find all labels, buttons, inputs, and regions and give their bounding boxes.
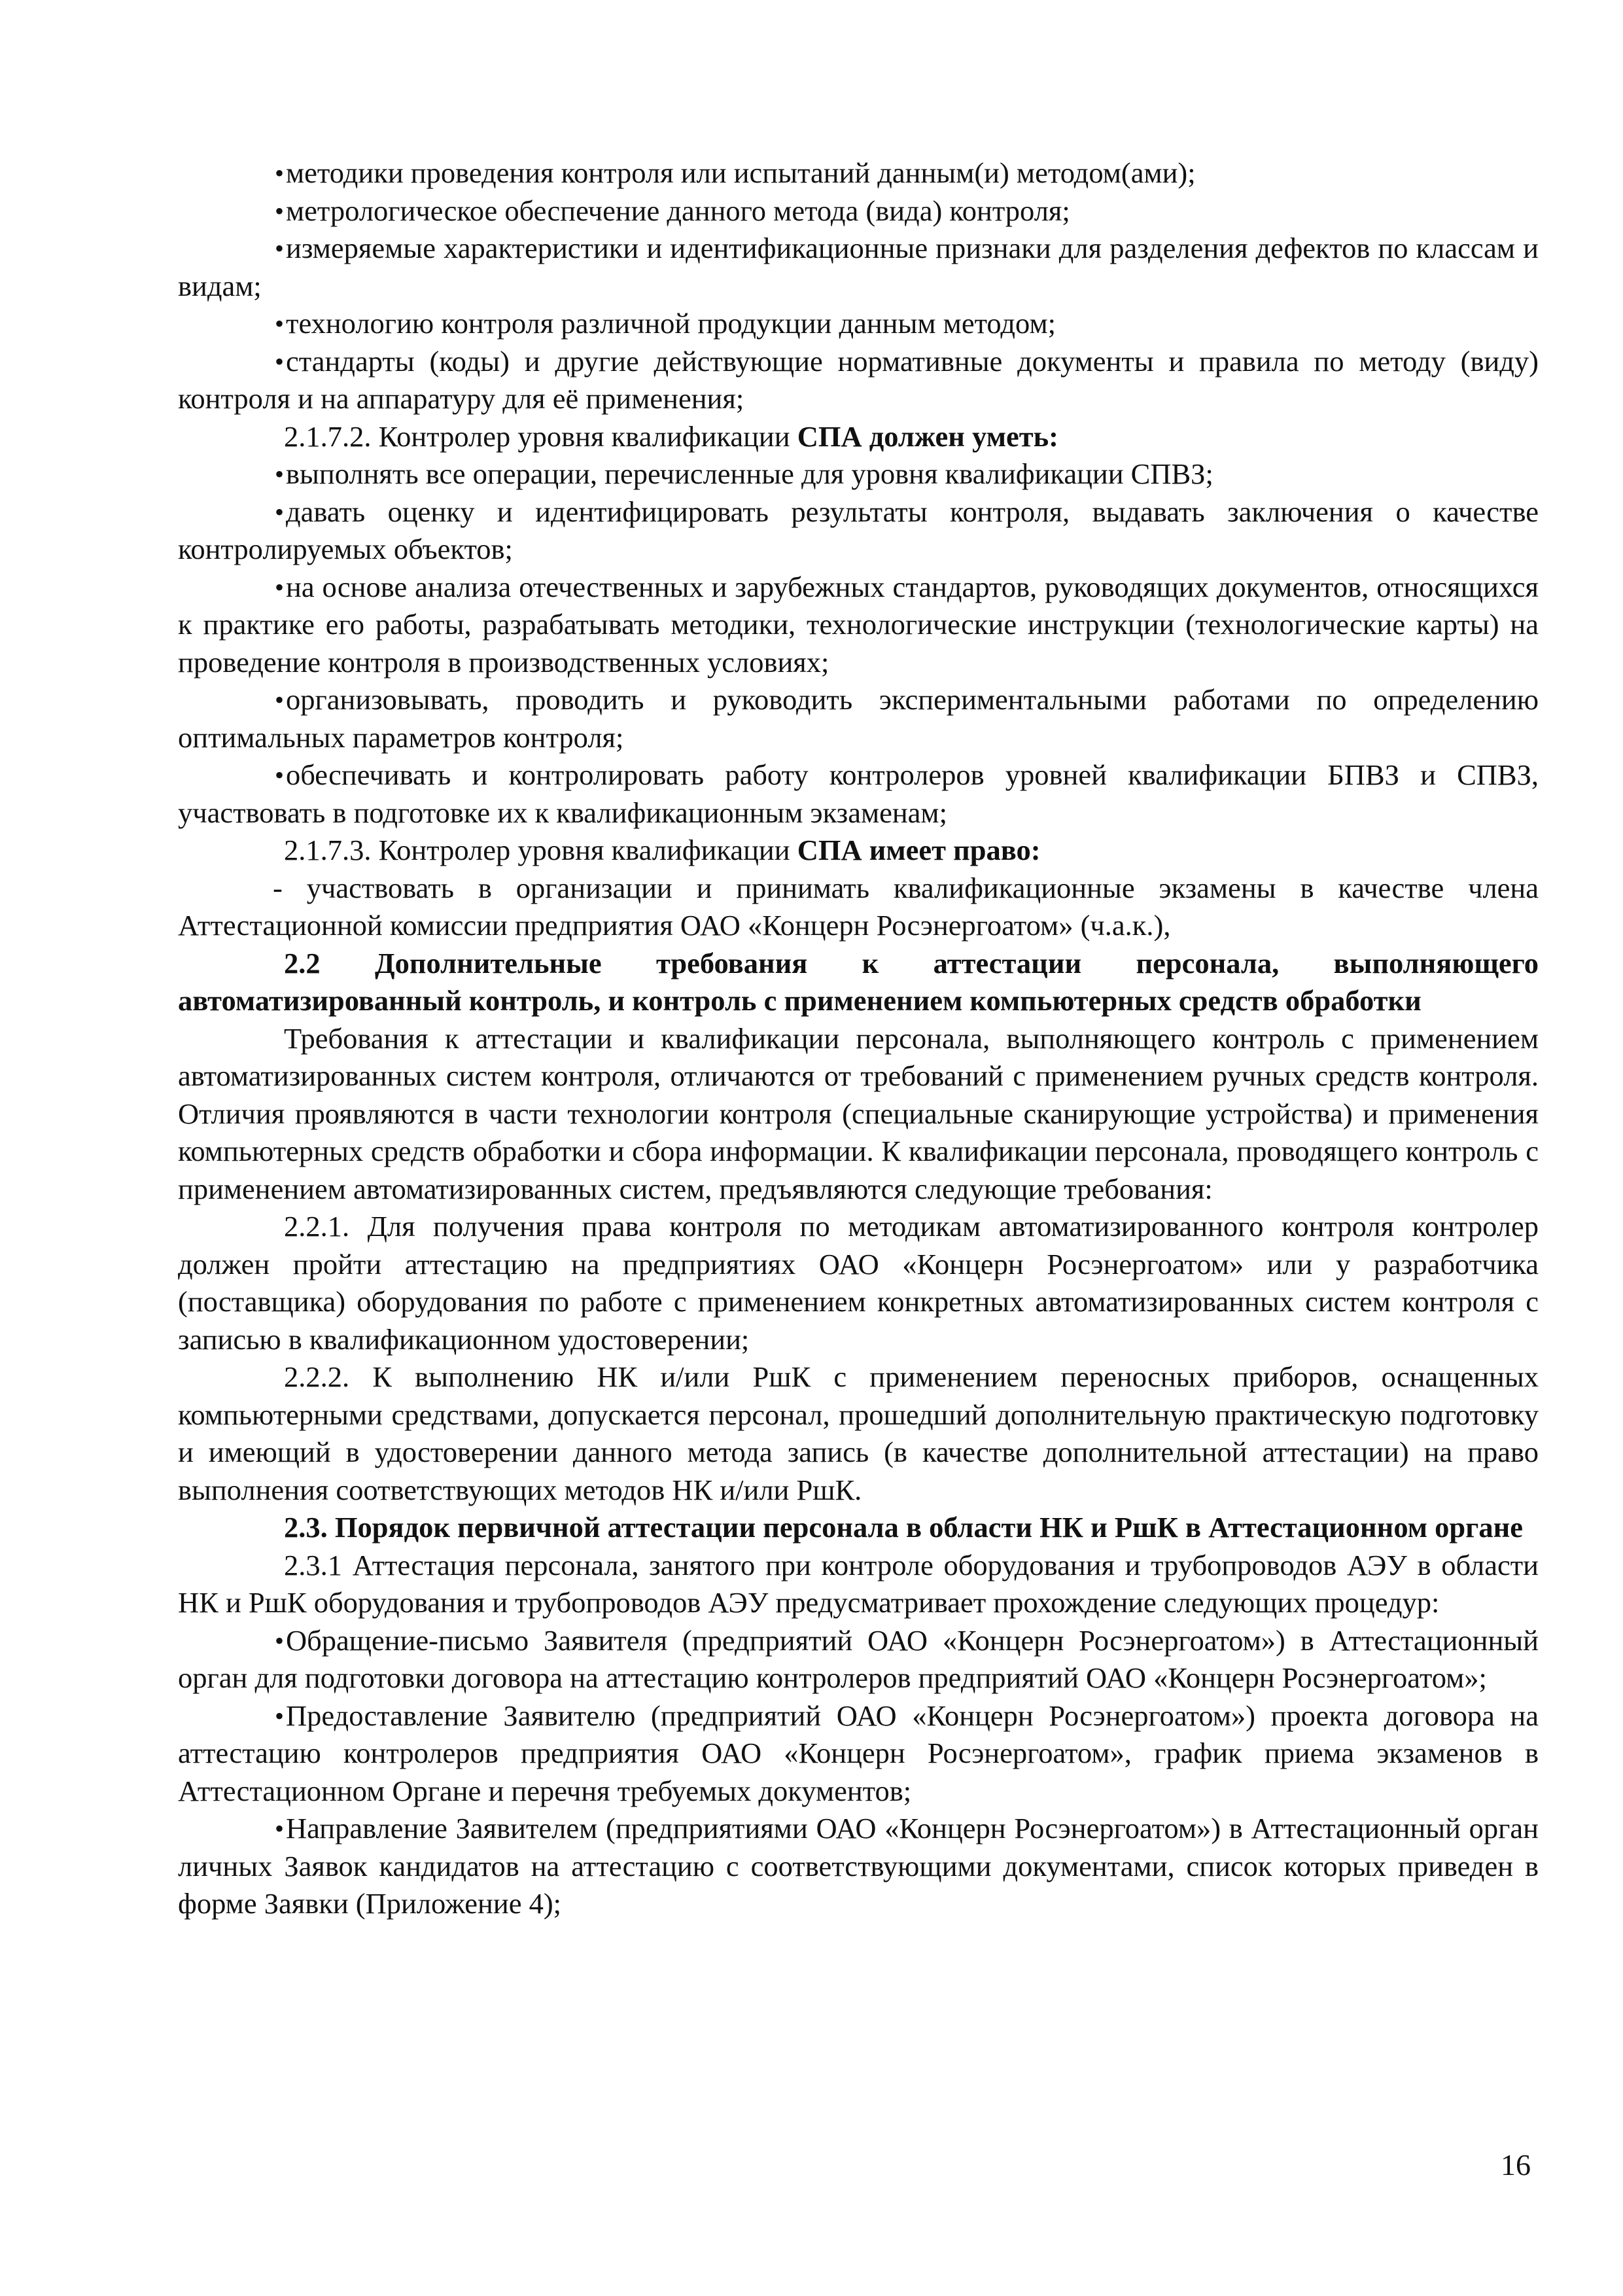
dash-item: - участвовать в организации и принимать квалификационные экзамены в качестве члена Аттестационной комиссии предприятия ОАО «Концерн Росэнергоатом» (ч.а.к.), <box>178 871 1539 942</box>
clause-2-1-7-3 <box>178 832 1539 870</box>
clause-2-3-1: 2.3.1 Аттестация персонала, занятого при контроле оборудования и трубопроводов АЭУ в области НК и РшК оборудования и трубопроводов АЭУ предусматривает прохождение следующих процедур: <box>178 1548 1539 1619</box>
clause-2-2-1: 2.2.1. Для получения права контроля по методикам автоматизированного контроля контролер должен пройти аттестацию на предприятиях ОАО «Концерн Росэнергоатом» или у разработчика (поставщика) оборудования по работе с применением конкретных автоматизированных систем контроля с записью в квалификационном удостоверении; <box>178 1210 1539 1356</box>
bullet-item: • технологию контроля различной продукции данным методом; <box>178 305 1539 343</box>
bullet-item: • измеряемые характеристики и идентификационные признаки для разделения дефектов по классам и видам; <box>178 230 1539 305</box>
section-heading-2-3: 2.3. Порядок первичной аттестации персонала в области НК и РшК в Аттестационном органе <box>284 1511 1524 1544</box>
bullet-item: • метрологическое обеспечение данного метода (вида) контроля; <box>178 192 1539 230</box>
clause-bold-text: СПА должен уметь <box>797 419 1049 453</box>
page-number: 16 <box>1501 2148 1531 2181</box>
clause-text: 2.1.7.2. Контролер уровня квалификации <box>284 419 797 453</box>
bullet-item: • давать оценку и идентифицировать результаты контроля, выдавать заключения о качестве контролируемых объектов; <box>178 493 1539 569</box>
clause-2-2-2: 2.2.2. К выполнению НК и/или РшК с применением переносных приборов, оснащенных компьютерными средствами, допускается персонал, прошедший дополнительную практическую подготовку и имеющий в удостоверении данного метода запись (в качестве дополнительной аттестации) на право выполнения соответствующих методов НК и/или РшК. <box>178 1360 1539 1506</box>
bullet-item: • стандарты (коды) и другие действующие нормативные документы и правила по методу (виду) контроля и на аппаратуру для её применения; <box>178 343 1539 418</box>
bullet-item: • на основе анализа отечественных и зарубежных стандартов, руководящих документов, относящихся к практике его работы, разрабатывать методики, технологические инструкции (технологические карты) на проведение контроля в производственных условиях; <box>178 569 1539 682</box>
bullet-item: • Направление Заявителем (предприятиями ОАО «Концерн Росэнергоатом») в Аттестационный орган личных Заявок кандидатов на аттестацию с соответствующими документами, список которых приведен в форме Заявки (Приложение 4); <box>178 1810 1539 1923</box>
clause-bold-text: СПА имеет право: <box>797 834 1041 866</box>
bullet-item: • Обращение-письмо Заявителя (предприятий ОАО «Концерн Росэнергоатом») в Аттестационный орган для подготовки договора на аттестацию контролеров предприятий ОАО «Концерн Росэнергоатом»; <box>178 1622 1539 1697</box>
bullet-item: • обеспечивать и контролировать работу контролеров уровней квалификации БПВЗ и СПВЗ, участвовать в подготовке их к квалификационным экзаменам; <box>178 756 1539 832</box>
body-text <box>178 154 1539 1923</box>
clause-2-1-7-2 <box>178 418 1539 456</box>
clause-text: 2.1.7.3. Контролер уровня квалификации <box>284 834 797 866</box>
bullet-item: • выполнять все операции, перечисленные для уровня квалификации СПВЗ; <box>178 455 1539 493</box>
bullet-item: • методики проведения контроля или испытаний данным(и) методом(ами); <box>178 154 1539 192</box>
clause-punctuation: : <box>1049 419 1058 453</box>
bullet-item: • Предоставление Заявителю (предприятий ОАО «Концерн Росэнергоатом») проекта договора на аттестацию контролеров предприятия ОАО «Концерн Росэнергоатом», график приема экзаменов в Аттестационном Органе и перечня требуемых документов; <box>178 1697 1539 1810</box>
bullet-item: • организовывать, проводить и руководить экспериментальными работами по определению оптимальных параметров контроля; <box>178 681 1539 756</box>
paragraph: Требования к аттестации и квалификации персонала, выполняющего контроль с применением автоматизированных систем контроля, отличаются от требований с применением ручных средств контроля. Отличия проявляются в части технологии контроля (специальные сканирующие устройства) и применения компьютерных средств обработки и сбора информации. К квалификации персонала, проводящего контроль с применением автоматизированных систем, предъявляются следующие требования: <box>178 1021 1539 1205</box>
section-heading-2-2: 2.2 Дополнительные требования к аттестации персонала, выполняющего автоматизированный контроль, и контроль с применением компьютерных средств обработки <box>178 946 1539 1017</box>
